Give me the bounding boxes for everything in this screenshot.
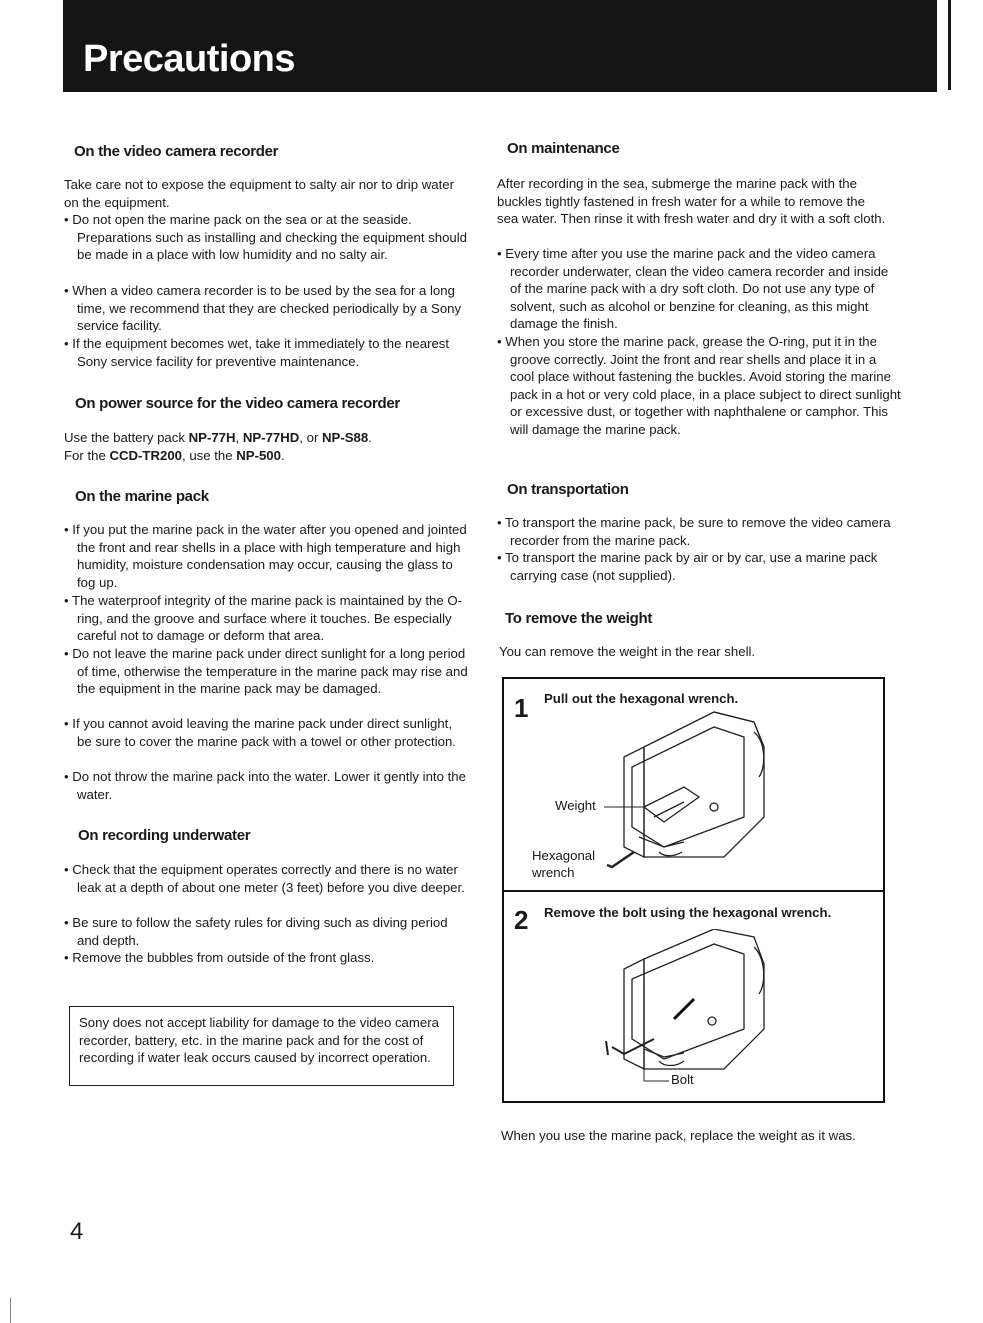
section-intro: Take care not to expose the equipment to salty air nor to drip water on the equipment. bbox=[64, 177, 454, 210]
list-item: • If you put the marine pack in the water after you opened and jointed the front and rear shells in a place with high temperature and high humidity, moisture condensation may occur, causing the glass to fog up. bbox=[64, 522, 467, 590]
section-title-marine-pack: On the marine pack bbox=[75, 488, 209, 505]
weight-label: Weight bbox=[555, 798, 596, 813]
list-item: • When a video camera recorder is to be used by the sea for a long time, we recommend that they are checked periodically by a Sony service facility. bbox=[64, 283, 462, 334]
list-item: • If the equipment becomes wet, take it immediately to the nearest Sony service facility for preventive maintenance. bbox=[64, 336, 450, 369]
replace-weight-note: When you use the marine pack, replace the weight as it was. bbox=[501, 1128, 856, 1143]
section-intro: After recording in the sea, submerge the marine pack with the buckles tightly fastened in fresh water for a while to remove the sea water. Then rinse it with fresh water and dry it with a soft cloth. bbox=[497, 176, 886, 227]
page-title: Precautions bbox=[83, 38, 296, 80]
list-item: • Do not throw the marine pack into the water. Lower it gently into the water. bbox=[64, 769, 466, 802]
margin-mark bbox=[10, 1298, 11, 1323]
page-number: 4 bbox=[70, 1218, 84, 1245]
battery-line: Use the battery pack NP-77H, NP-77HD, or NP-S88. bbox=[64, 430, 372, 445]
list-item: • The waterproof integrity of the marine pack is maintained by the O-ring, and the groove and surface where it touches. Be especially careful not to damage or deform that area. bbox=[64, 593, 462, 644]
section-title-video-camera: On the video camera recorder bbox=[74, 143, 279, 160]
marine-pack-illustration-1 bbox=[604, 707, 784, 877]
step-number: 1 bbox=[514, 693, 529, 723]
figure-divider bbox=[504, 890, 883, 892]
liability-notice: Sony does not accept liability for damage to the video camera recorder, battery, etc. in the marine pack and for the cost of recording if water leak occurs caused by incorrect operation. bbox=[69, 1006, 454, 1086]
list-item: • Remove the bubbles from outside of the front glass. bbox=[64, 950, 375, 965]
bolt-label: Bolt bbox=[671, 1072, 694, 1087]
marine-pack-illustration-2 bbox=[584, 929, 784, 1089]
list-item: • Do not leave the marine pack under direct sunlight for a long period of time, otherwise the temperature in the marine pack may rise and the equipment in the marine pack may be damaged. bbox=[64, 646, 468, 697]
section-title-maintenance: On maintenance bbox=[507, 140, 620, 157]
list-item: • Do not open the marine pack on the sea or at the seaside. Preparations such as installing and checking the equipment should be made in a place with low humidity and no salty air. bbox=[64, 212, 468, 263]
left-column bbox=[64, 0, 468, 1100]
wrench-label-line2: wrench bbox=[532, 865, 575, 880]
section-title-recording-underwater: On recording underwater bbox=[78, 827, 251, 844]
list-item: • If you cannot avoid leaving the marine pack under direct sunlight, be sure to cover the marine pack with a towel or other protection. bbox=[64, 716, 456, 749]
list-item: • To transport the marine pack by air or by car, use a marine pack carrying case (not supplied). bbox=[497, 550, 878, 583]
section-title-power-source: On power source for the video camera recorder bbox=[75, 395, 400, 412]
remove-weight-figure bbox=[502, 677, 885, 1103]
wrench-label-line1: Hexagonal bbox=[532, 848, 596, 863]
battery-line-tr200: For the CCD-TR200, use the NP-500. bbox=[64, 448, 285, 463]
step-number: 2 bbox=[514, 905, 529, 935]
section-title-transportation: On transportation bbox=[507, 481, 629, 498]
section-title-remove-weight: To remove the weight bbox=[505, 610, 653, 627]
margin-rule bbox=[948, 0, 951, 90]
step-text: Remove the bolt using the hexagonal wrench. bbox=[544, 905, 832, 920]
list-item: • Be sure to follow the safety rules for diving such as diving period and depth. bbox=[64, 915, 448, 948]
list-item: • When you store the marine pack, grease the O-ring, put it in the groove correctly. Joint the front and rear shells and place it in a cool place without fastening the buckles. Avoid storing the marine pack in a hot or very cold place, in a place subject to direct sunlight or excessive dust, or together with naphthalene or camphor. This will damage the marine pack. bbox=[497, 334, 901, 437]
section-intro: You can remove the weight in the rear shell. bbox=[499, 644, 756, 659]
step-text: Pull out the hexagonal wrench. bbox=[544, 691, 739, 706]
list-item: • To transport the marine pack, be sure to remove the video camera recorder from the marine pack. bbox=[497, 515, 891, 548]
list-item: • Every time after you use the marine pack and the video camera recorder underwater, clean the video camera recorder and inside of the marine pack with a dry soft cloth. Do not use any type of solvent, such as alcohol or benzine for cleaning, as this might damage the finish. bbox=[497, 246, 889, 332]
list-item: • Check that the equipment operates correctly and there is no water leak at a depth of about one meter (3 feet) before you dive deeper. bbox=[64, 862, 465, 895]
